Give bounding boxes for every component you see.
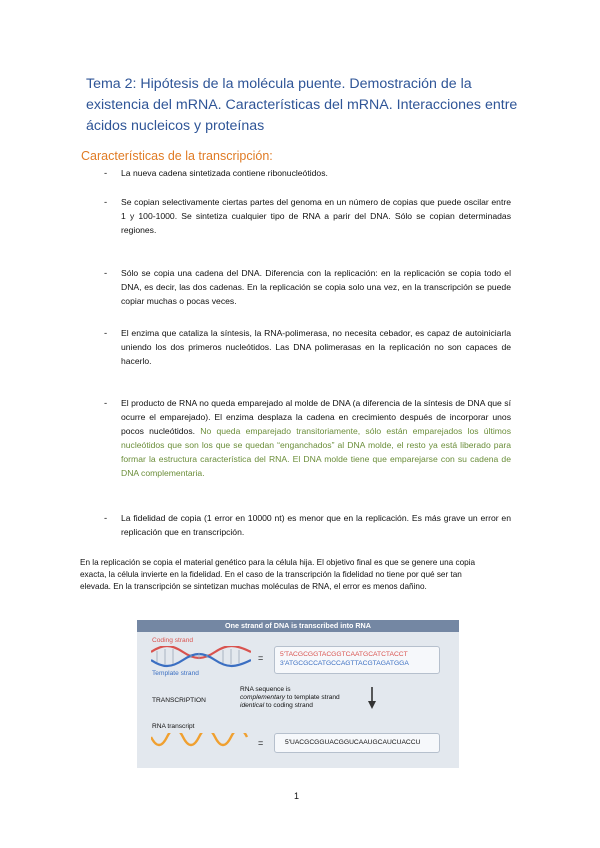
bullet-marker: - [104, 268, 108, 279]
rna-note [240, 686, 370, 710]
rna-note-complementary-rest: to template strand [285, 694, 340, 701]
equals-sign: = [258, 738, 264, 748]
rna-sequence: 5'UACGCGGUACGGUCAAUGCAUCUACCU [285, 739, 421, 746]
coding-sequence: 5'TACGCGGTACGGTCAATGCATCTACCT [280, 651, 408, 658]
page-title: Tema 2: Hipótesis de la molécula puente. Demostración de la existencia del mRNA. Características del mRNA. Interacciones entre ácidos nucleicos y proteínas [86, 76, 518, 134]
bullet-text [121, 396, 511, 480]
rna-note-identical: identical [240, 702, 265, 709]
bullet-marker: - [104, 328, 108, 339]
rna-note-line-2 [240, 694, 370, 702]
section-heading: Características de la transcripción: [81, 149, 273, 163]
bullet-marker: - [104, 398, 108, 409]
coding-strand-label: Coding strand [152, 637, 194, 644]
rna-strand-icon [151, 733, 251, 753]
rna-transcript-label: RNA transcript [152, 723, 195, 730]
dna-sequence-box [274, 646, 440, 674]
figure-header: One strand of DNA is transcribed into RNA [137, 620, 459, 632]
transcription-figure [137, 620, 459, 768]
bullet-text: La nueva cadena sintetizada contiene ribonucleótidos. [121, 168, 328, 178]
rna-sequence-box [274, 733, 440, 753]
rna-note-line-1: RNA sequence is [240, 686, 291, 693]
bullet-highlight-text: No queda emparejado transitoriamente, sólo están emparejados los últimos nucleótidos que son los que se quedan “enganchados” al DNA molde, el resto ya está liberado para formar la estructura característica del RNA. El DNA molde tiene que emparejarse con su cadena de DNA complementaria. [121, 426, 511, 478]
rna-note-line-3 [240, 702, 370, 710]
bullet-text: El enzima que cataliza la síntesis, la RNA-polimerasa, no necesita cebador, es capaz de autoiniciarla uniendo los dos primeros nucleótidos. Las DNA polimerasas en la replicación no son capaces de hacerlo. [121, 328, 511, 366]
equals-sign: = [258, 653, 264, 663]
template-sequence: 3'ATGCGCCATGCCAGTTACGTAGATGGA [280, 660, 409, 667]
bullet-text: Se copian selectivamente ciertas partes del genoma en un número de copias que puede oscilar entre 1 y 100-1000. Se sintetiza cualquier tipo de RNA a parir del DNA. Sólo se copian determinadas regiones. [121, 197, 511, 235]
page-number: 1 [294, 791, 300, 801]
arrow-down-icon [367, 686, 377, 710]
bullet-main-text: El producto de RNA no queda emparejado al molde de DNA (a diferencia de la síntesis de DNA que sí ocurre el emparejado). El enzima desplaza la cadena en crecimiento después de incorporar unos pocos nucleótidos. [121, 398, 511, 436]
bullet-marker: - [104, 197, 108, 208]
bullet-text: La fidelidad de copia (1 error en 10000 nt) es menor que en la replicación. Es más grave un error en replicación que en transcripción. [121, 513, 511, 537]
rna-note-complementary: complementary [240, 694, 286, 701]
dna-helix-icon [151, 646, 251, 668]
bullet-marker: - [104, 168, 108, 179]
template-strand-label: Template strand [152, 670, 199, 677]
body-paragraph: En la replicación se copia el material genético para la célula hija. El objetivo final es que se genere una copia exacta, la célula invierte en la fidelidad. En el caso de la transcripción la fidelidad no tiene por qué ser tan elevada. En la transcripción se sintetizan muchas moléculas de RNA, el error es menos dañino. [80, 558, 476, 591]
transcription-label: TRANSCRIPTION [152, 697, 206, 704]
rna-note-identical-rest: to coding strand [264, 702, 313, 709]
bullet-marker: - [104, 513, 108, 524]
bullet-text: Sólo se copia una cadena del DNA. Diferencia con la replicación: en la replicación se copia todo el DNA, es decir, las dos cadenas. En la replicación se copia solo una vez, en la transcripción se puede copiar muchas o pocas veces. [121, 268, 511, 306]
